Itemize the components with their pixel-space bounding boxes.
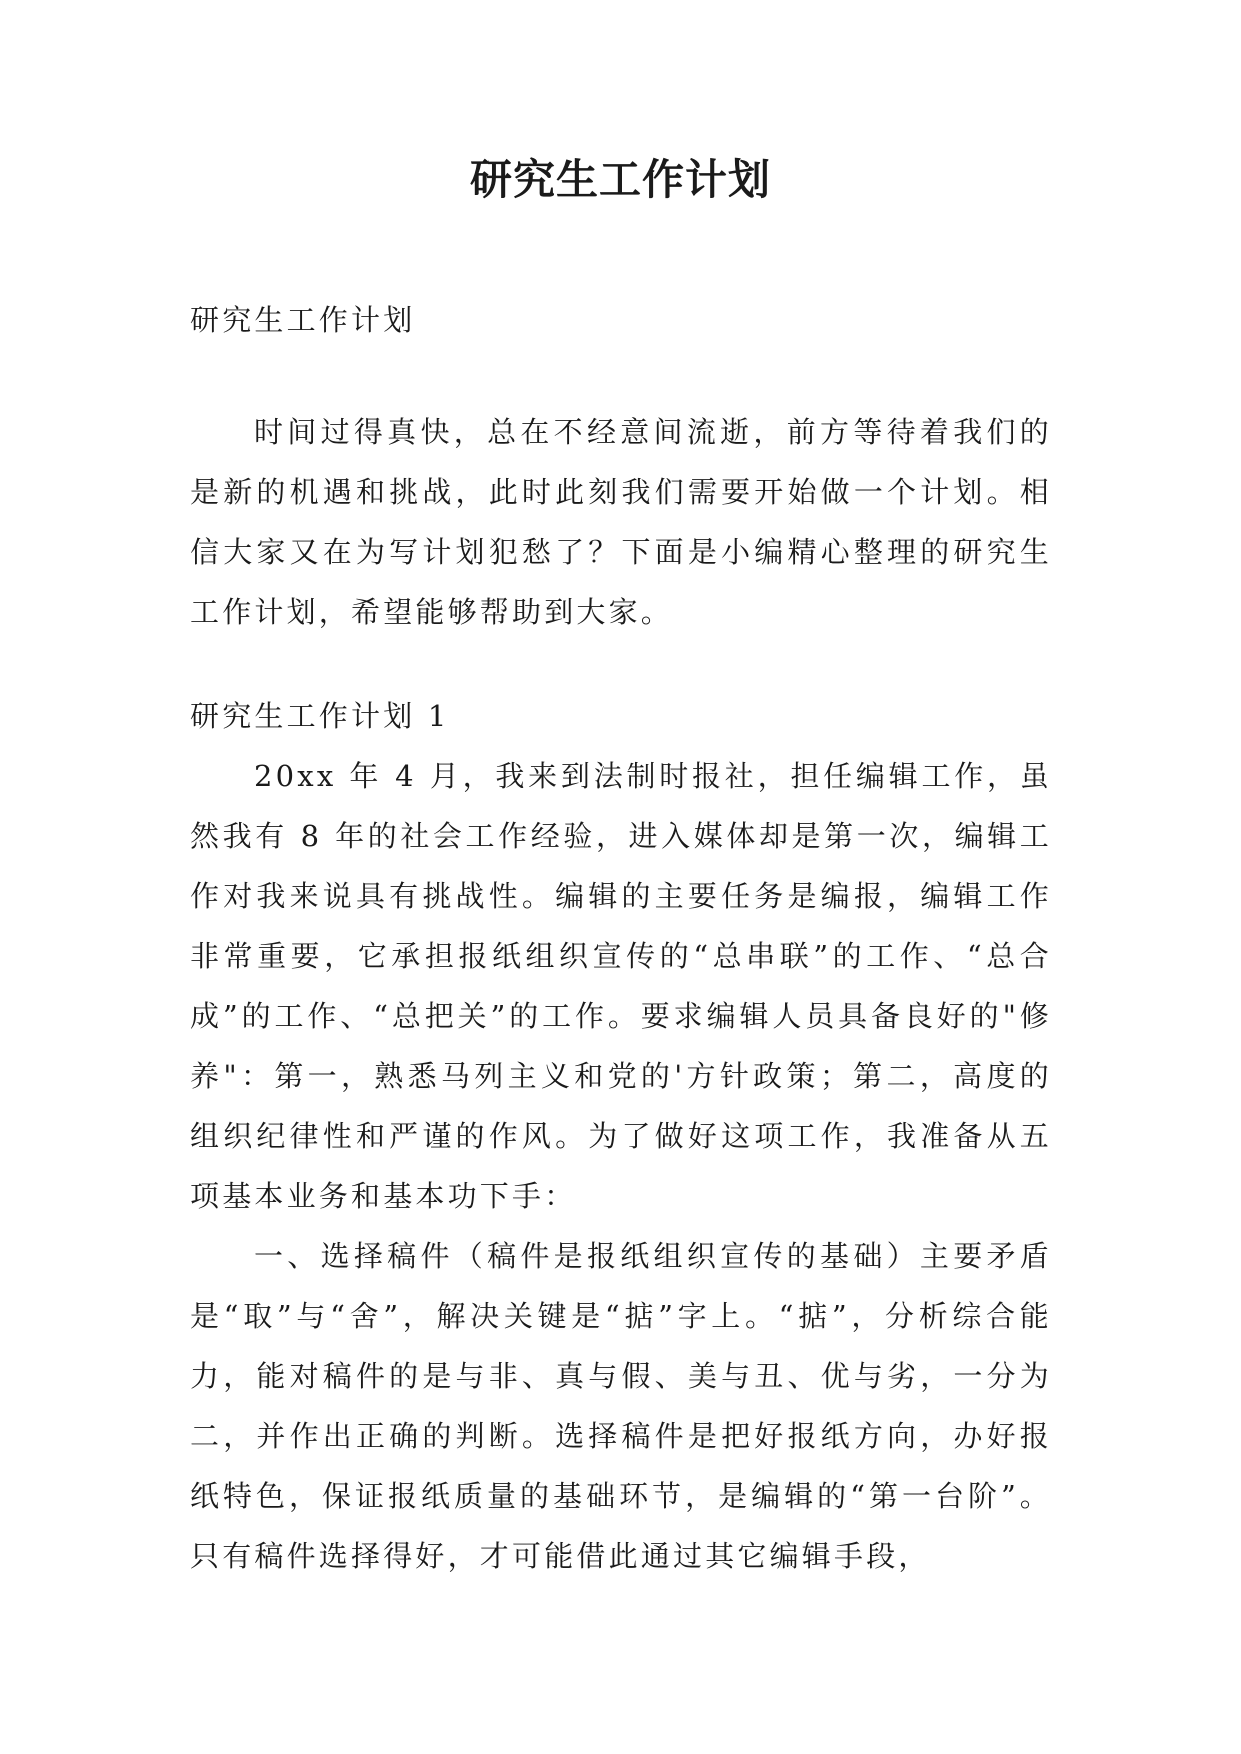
document-body <box>190 290 1052 1586</box>
document-subtitle: 研究生工作计划 <box>190 303 416 337</box>
body-paragraph-1: 20xx 年 4 月，我来到法制时报社，担任编辑工作，虽然我有 8 年的社会工作经验，进入媒体却是第一次，编辑工作对我来说具有挑战性。编辑的主要任务是编报，编辑工作非常重要，它承担报纸组织宣传的“总串联”的工作、“总合成”的工作、“总把关”的工作。要求编辑人员具备良好的"修养"：第一，熟悉马列主义和党的'方针政策；第二，高度的组织纪律性和严谨的作风。为了做好这项工作，我准备从五项基本业务和基本功下手： <box>190 759 1052 1213</box>
document-title: 研究生工作计划 <box>469 155 771 204</box>
spacer <box>190 642 1052 686</box>
body-paragraph-2: 一、选择稿件（稿件是报纸组织宣传的基础）主要矛盾是“取”与“舍”，解决关键是“掂”字上。“掂”，分析综合能力，能对稿件的是与非、真与假、美与丑、优与劣，一分为二，并作出正确的判断。选择稿件是把好报纸方向，办好报纸特色，保证报纸质量的基础环节，是编辑的“第一台阶”。只有稿件选择得好，才可能借此通过其它编辑手段， <box>190 1239 1052 1573</box>
intro-paragraph: 时间过得真快，总在不经意间流逝，前方等待着我们的是新的机遇和挑战，此时此刻我们需要开始做一个计划。相信大家又在为写计划犯愁了？下面是小编精心整理的研究生工作计划，希望能够帮助到大家。 <box>190 415 1052 629</box>
section-heading: 研究生工作计划 1 <box>190 699 450 733</box>
spacer <box>190 350 1052 402</box>
